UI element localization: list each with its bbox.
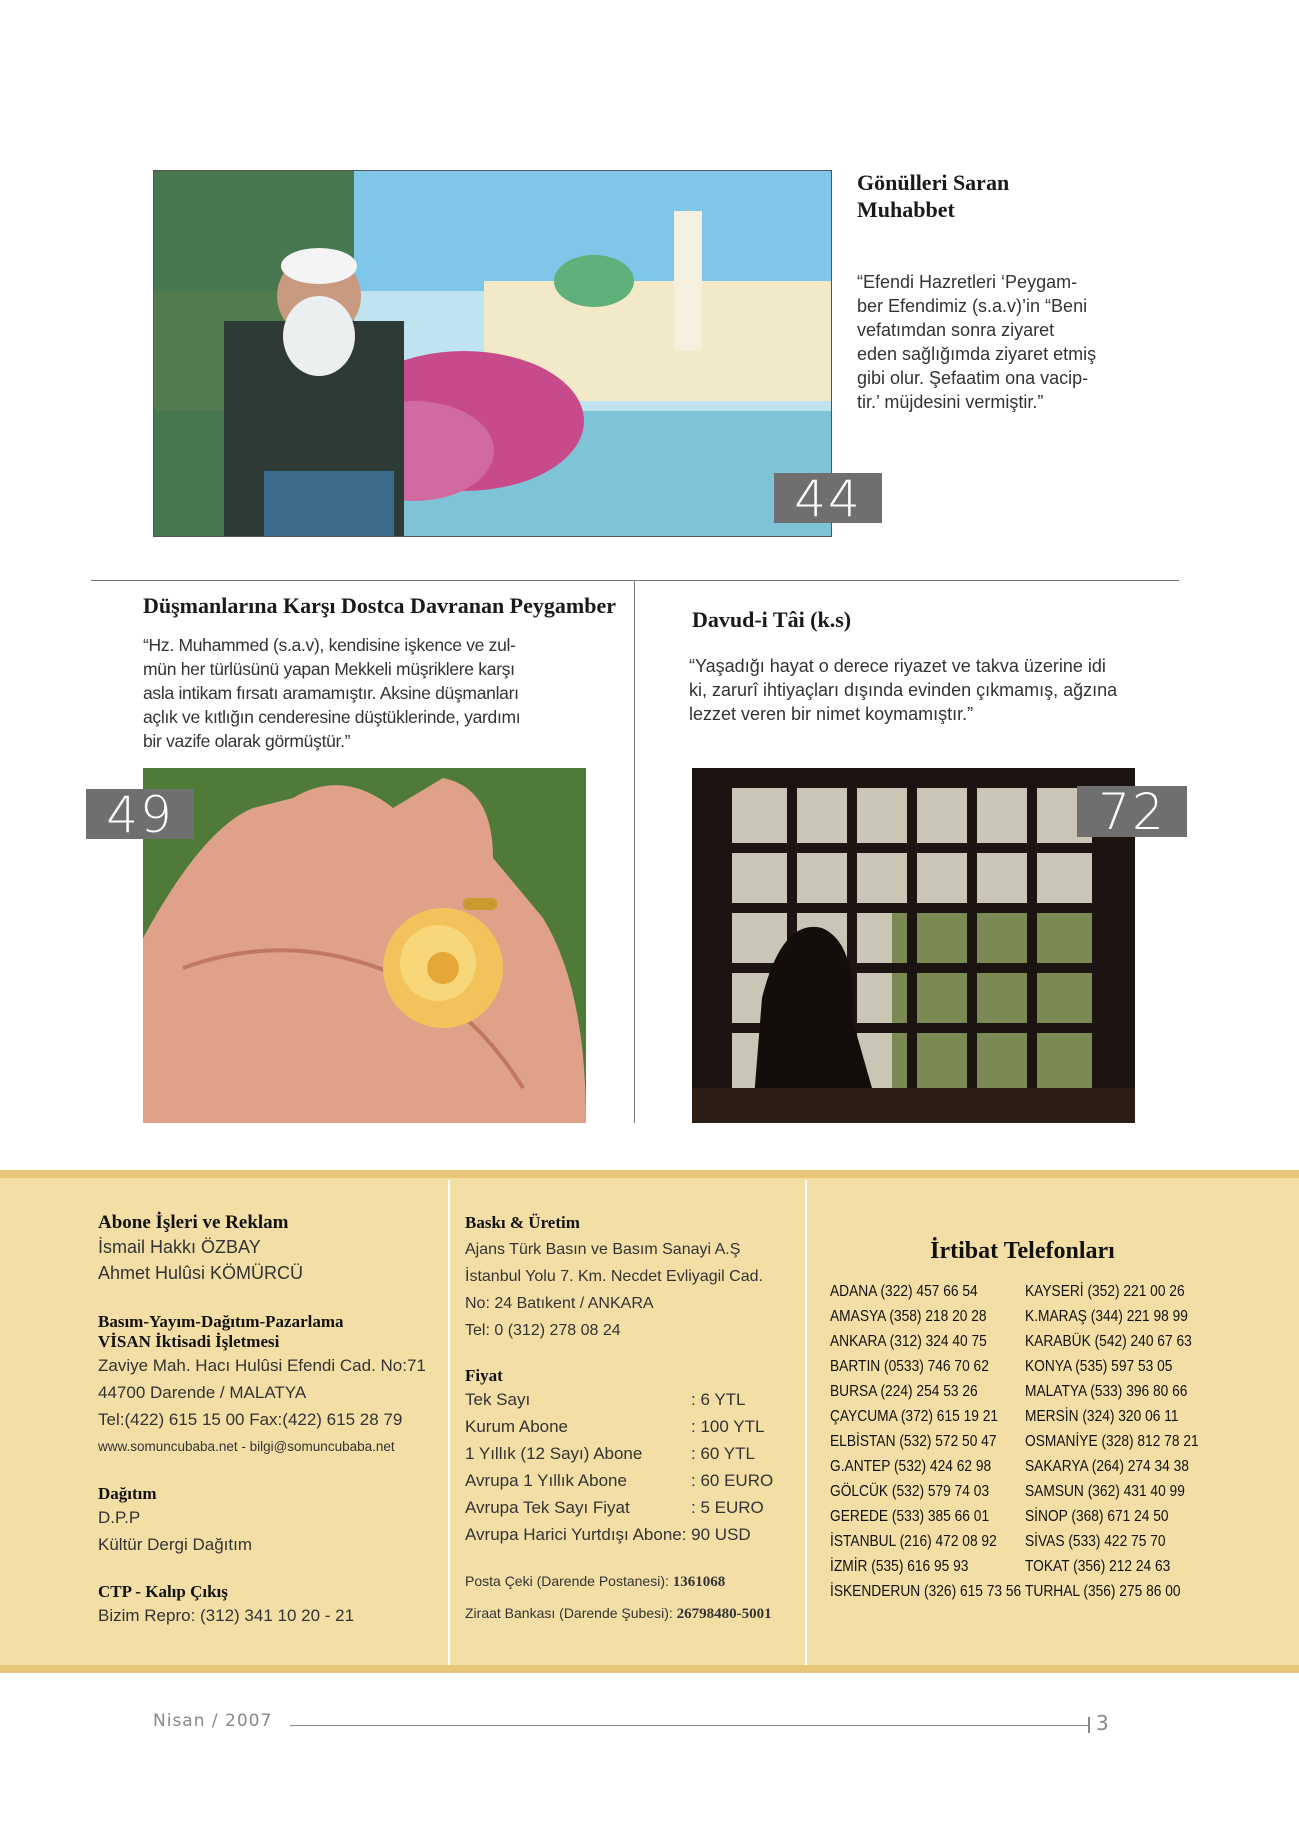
quote-line: gibi olur. Şefaatim ona vacip- <box>857 368 1089 388</box>
phone-entry: MALATYA (533) 396 80 66 <box>1025 1383 1188 1400</box>
phone-entry: MERSİN (324) 320 06 11 <box>1025 1408 1179 1425</box>
phone-entry: BURSA (224) 254 53 26 <box>830 1383 978 1400</box>
phone-entry: G.ANTEP (532) 424 62 98 <box>830 1458 992 1475</box>
distributor-line: D.P.P <box>98 1508 141 1527</box>
section-title: Abone İşleri ve Reklam <box>98 1212 289 1233</box>
quote-line: tir.’ müjdesini vermiştir.” <box>857 392 1044 412</box>
price-row <box>465 1440 805 1467</box>
photo-window-silhouette <box>692 768 1135 1123</box>
price-label: Kurum Abone <box>465 1417 569 1436</box>
address-line: 44700 Darende / MALATYA <box>98 1383 307 1402</box>
phone-entry: KAYSERİ (352) 221 00 26 <box>1025 1283 1185 1300</box>
price-value: : 6 YTL <box>691 1390 746 1409</box>
phone-list-right <box>1025 1279 1220 1604</box>
price-label: 1 Yıllık (12 Sayı) Abone <box>465 1444 643 1463</box>
page-ref-badge: 44 <box>774 473 882 523</box>
price-value: : 100 YTL <box>691 1417 765 1436</box>
phone-entry: İSKENDERUN (326) 615 73 56 <box>830 1583 1022 1600</box>
section-title: Dağıtım <box>98 1484 157 1503</box>
phone-entry: K.MARAŞ (344) 221 98 99 <box>1025 1308 1188 1325</box>
page-ref-badge: 72 <box>1077 786 1187 837</box>
phone-entry: İSTANBUL (216) 472 08 92 <box>830 1533 997 1550</box>
printer-line: Ajans Türk Basın ve Basım Sanayi A.Ş <box>465 1241 741 1258</box>
print-column <box>465 1210 805 1628</box>
phone-entry: KONYA (535) 597 53 05 <box>1025 1358 1173 1375</box>
phone-entry: BARTIN (0533) 746 70 62 <box>830 1358 989 1375</box>
phone-entry: AMASYA (358) 218 20 28 <box>830 1308 987 1325</box>
phone-entry: İZMİR (535) 616 95 93 <box>830 1558 969 1575</box>
printer-line: No: 24 Batıkent / ANKARA <box>465 1295 654 1312</box>
section-title: CTP - Kalıp Çıkış <box>98 1582 228 1601</box>
section-title: Baskı & Üretim <box>465 1213 580 1232</box>
article-quote <box>689 654 1179 726</box>
article-title: Düşmanlarına Karşı Dostca Davranan Peygamber <box>143 593 616 618</box>
article-title-line: Muhabbet <box>857 197 955 222</box>
posta-value: 1361068 <box>672 1574 726 1590</box>
price-row <box>465 1386 805 1413</box>
bank-account <box>465 1600 805 1628</box>
price-row <box>465 1521 805 1548</box>
bank-label: Ziraat Bankası (Darende Şubesi): <box>465 1605 677 1621</box>
quote-line: ber Efendimiz (s.a.v)’in “Beni <box>857 296 1088 316</box>
phone-entry: TURHAL (356) 275 86 00 <box>1025 1583 1181 1600</box>
posta-label: Posta Çeki (Darende Postanesi): <box>465 1573 673 1589</box>
price-value: : 60 EURO <box>691 1471 774 1490</box>
name-line: İsmail Hakkı ÖZBAY <box>98 1237 261 1257</box>
contact-column <box>98 1212 443 1629</box>
phone-entry: ELBİSTAN (532) 572 50 47 <box>830 1433 997 1450</box>
section-title: İrtibat Telefonları <box>930 1238 1115 1264</box>
phone-entry: SAKARYA (264) 274 34 38 <box>1025 1458 1189 1475</box>
phone-entry: ÇAYCUMA (372) 615 19 21 <box>830 1408 999 1425</box>
name-line: Ahmet Hulûsi KÖMÜRCÜ <box>98 1263 304 1283</box>
bank-value: 26798480-5001 <box>676 1606 772 1622</box>
price-row <box>465 1413 805 1440</box>
footer-rule-tick <box>1088 1717 1090 1733</box>
section-title: Fiyat <box>465 1366 503 1385</box>
quote-line: “Efendi Hazretleri ‘Peygam- <box>857 272 1078 292</box>
printer-line: Tel: 0 (312) 278 08 24 <box>465 1322 621 1339</box>
address-line: Tel:(422) 615 15 00 Fax:(422) 615 28 79 <box>98 1410 403 1429</box>
section-title: Basım-Yayım-Dağıtım-Pazarlama <box>98 1312 344 1331</box>
phone-entry: GEREDE (533) 385 66 01 <box>830 1508 990 1525</box>
quote-line: vefatımdan sonra ziyaret <box>857 320 1055 340</box>
phone-list-left <box>830 1279 1025 1604</box>
column-divider <box>448 1180 450 1665</box>
phones-column <box>830 1238 1230 1604</box>
distributor-line: Kültür Dergi Dağıtım <box>98 1535 252 1554</box>
price-value: : 5 EURO <box>691 1498 764 1517</box>
issue-date: Nisan / 2007 <box>153 1711 273 1731</box>
quote-line: bir vazife olarak görmüştür.” <box>143 731 351 751</box>
ctp-line: Bizim Repro: (312) 341 10 20 - 21 <box>98 1606 355 1625</box>
section-title: VİSAN İktisadi İşletmesi <box>98 1332 280 1351</box>
phone-entry: OSMANİYE (328) 812 78 21 <box>1025 1433 1199 1450</box>
quote-line: mün her türlüsünü yapan Mekkeli müşriklere karşı <box>143 659 515 679</box>
photo-hand-rose <box>143 768 586 1123</box>
phone-entry: ANKARA (312) 324 40 75 <box>830 1333 987 1350</box>
price-row <box>465 1467 805 1494</box>
quote-line: ki, zarurî ihtiyaçları dışında evinden çıkmamış, ağzına <box>689 680 1118 700</box>
quote-line: lezzet veren bir nimet koymamıştır.” <box>689 704 974 724</box>
horizontal-divider <box>91 580 1179 581</box>
photo-old-man-mosque <box>153 170 832 537</box>
footer-top-edge <box>0 1170 1299 1178</box>
phone-entry: GÖLCÜK (532) 579 74 03 <box>830 1483 990 1500</box>
price-label: Avrupa Tek Sayı Fiyat <box>465 1498 630 1517</box>
price-label: Avrupa Harici Yurtdışı Abone: 90 USD <box>465 1525 751 1544</box>
price-label: Avrupa 1 Yıllık Abone <box>465 1471 627 1490</box>
page-number: 3 <box>1096 1711 1109 1735</box>
printer-line: İstanbul Yolu 7. Km. Necdet Evliyagil Cad. <box>465 1268 763 1285</box>
footer-rule <box>290 1725 1088 1726</box>
address-line: Zaviye Mah. Hacı Hulûsi Efendi Cad. No:71 <box>98 1356 426 1375</box>
price-label: Tek Sayı <box>465 1390 531 1409</box>
phone-entry: KARABÜK (542) 240 67 63 <box>1025 1333 1192 1350</box>
quote-line: eden sağlığımda ziyaret etmiş <box>857 344 1097 364</box>
price-row <box>465 1494 805 1521</box>
column-divider <box>805 1180 807 1665</box>
price-value: : 60 YTL <box>691 1444 755 1463</box>
quote-line: “Yaşadığı hayat o derece riyazet ve takva üzerine idi <box>689 656 1106 676</box>
phone-entry: SİVAS (533) 422 75 70 <box>1025 1533 1166 1550</box>
article-quote <box>143 633 613 753</box>
article-title: Davud-i Tâi (k.s) <box>692 607 852 632</box>
article-title-line: Gönülleri Saran <box>857 170 1010 195</box>
web-email: www.somuncubaba.net - bilgi@somuncubaba.net <box>98 1439 395 1454</box>
article-title <box>857 169 1117 223</box>
phone-entry: TOKAT (356) 212 24 63 <box>1025 1558 1171 1575</box>
quote-line: asla intikam fırsatı aramamıştır. Aksine düşmanları <box>143 683 519 703</box>
phone-entry: SİNOP (368) 671 24 50 <box>1025 1508 1169 1525</box>
article-quote <box>857 270 1147 414</box>
quote-line: “Hz. Muhammed (s.a.v), kendisine işkence ve zul- <box>143 635 516 655</box>
quote-line: açlık ve kıtlığın cenderesine düştüklerinde, yardımı <box>143 707 521 727</box>
vertical-divider <box>634 580 635 1123</box>
phone-entry: ADANA (322) 457 66 54 <box>830 1283 978 1300</box>
posta-ceki <box>465 1568 805 1596</box>
page-ref-badge: 49 <box>86 789 194 839</box>
footer-bottom-edge <box>0 1665 1299 1673</box>
phone-entry: SAMSUN (362) 431 40 99 <box>1025 1483 1185 1500</box>
